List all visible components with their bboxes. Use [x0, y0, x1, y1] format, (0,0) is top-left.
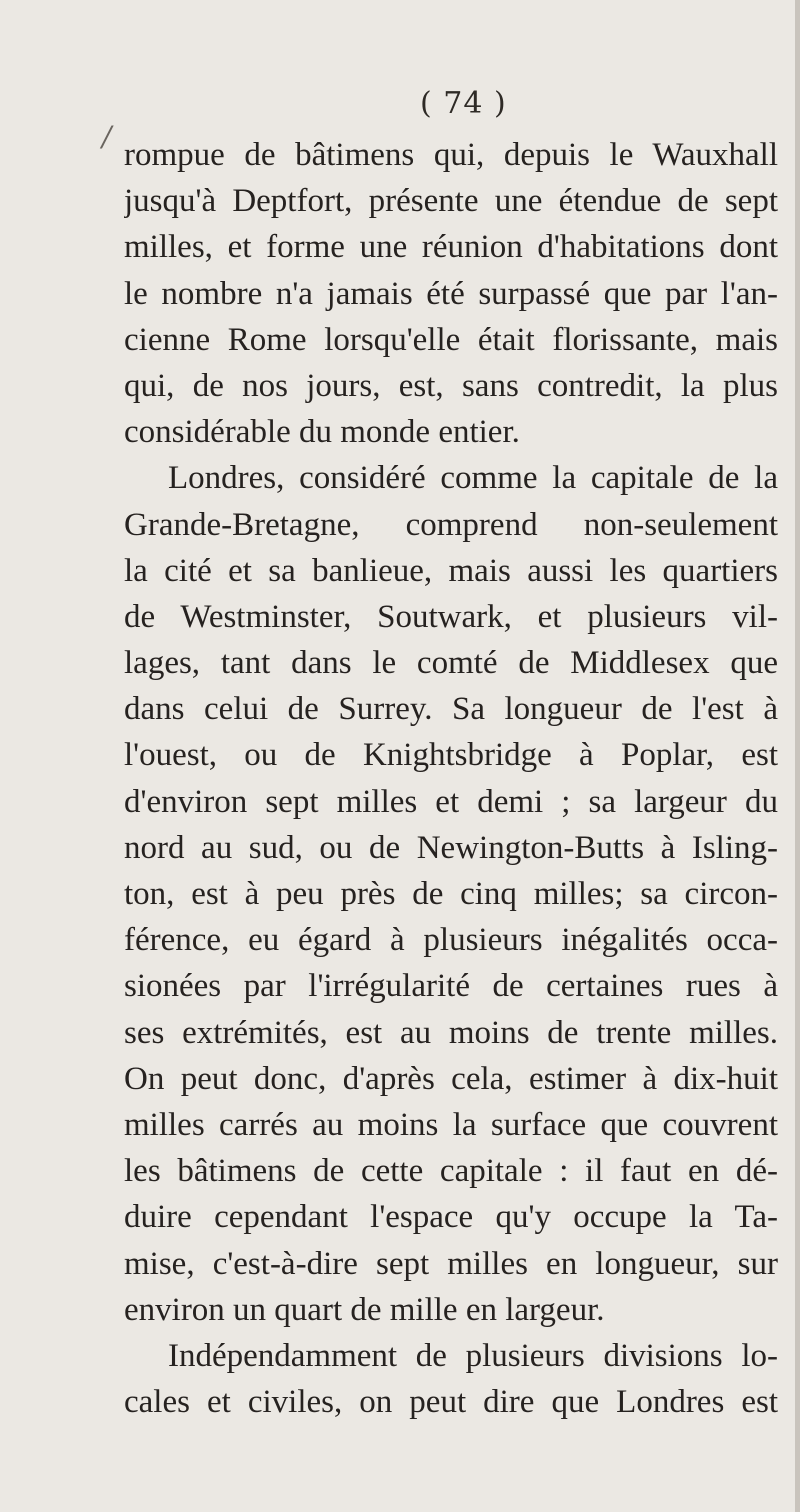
page-number: ( 74 ) [420, 86, 507, 121]
text-line: mise, c'est-à-dire sept milles en longueur, sur [124, 1245, 778, 1282]
text-line: dans celui de Surrey. Sa longueur de l'est à [124, 691, 778, 728]
text-line: qui, de nos jours, est, sans contredit, la plus [124, 367, 778, 404]
text-line: rompue de bâtimens qui, depuis le Wauxhall [124, 137, 778, 173]
text-line: férence, eu égard à plusieurs inégalités occa- [124, 922, 778, 959]
text-line: milles, et forme une réunion d'habitations dont [124, 229, 778, 266]
body-text [124, 132, 778, 1425]
text-line: On peut donc, d'après cela, estimer à dix-huit [124, 1060, 778, 1097]
text-line: sionées par l'irrégularité de certaines rues à [124, 968, 778, 1005]
text-line: environ un quart de mille en largeur. [124, 1291, 605, 1328]
text-line: milles carrés au moins la surface que couvrent [124, 1106, 778, 1143]
text-line: ton, est à peu près de cinq milles; sa circon- [124, 876, 778, 912]
text-line: cienne Rome lorsqu'elle était florissante, mais [124, 321, 778, 358]
text-line: duire cependant l'espace qu'y occupe la Ta- [124, 1199, 778, 1236]
text-line: Londres, considéré comme la capitale de la [168, 460, 778, 497]
text-line: Grande-Bretagne, comprend non-seulement [124, 506, 778, 543]
text-line: jusqu'à Deptfort, présente une étendue de sept [124, 183, 778, 220]
text-line: la cité et sa banlieue, mais aussi les quartiers [124, 552, 778, 589]
text-line: l'ouest, ou de Knightsbridge à Poplar, est [124, 737, 778, 774]
text-line: ses extrémités, est au moins de trente milles. [124, 1014, 778, 1051]
text-line: les bâtimens de cette capitale : il faut en dé- [124, 1153, 778, 1190]
text-line: Indépendamment de plusieurs divisions lo- [168, 1337, 778, 1374]
text-line: cales et civiles, on peut dire que Londres est [124, 1384, 778, 1421]
text-line: lages, tant dans le comté de Middlesex que [124, 645, 778, 682]
text-line: d'environ sept milles et demi ; sa largeur du [124, 783, 778, 820]
text-line: considérable du monde entier. [124, 414, 520, 451]
text-line: nord au sud, ou de Newington-Butts à Isling- [124, 829, 778, 866]
margin-mark: / [102, 120, 112, 153]
page-edge [795, 0, 800, 1512]
text-line: de Westminster, Soutwark, et plusieurs vil- [124, 598, 778, 635]
text-line: le nombre n'a jamais été surpassé que par l'an- [124, 275, 778, 312]
